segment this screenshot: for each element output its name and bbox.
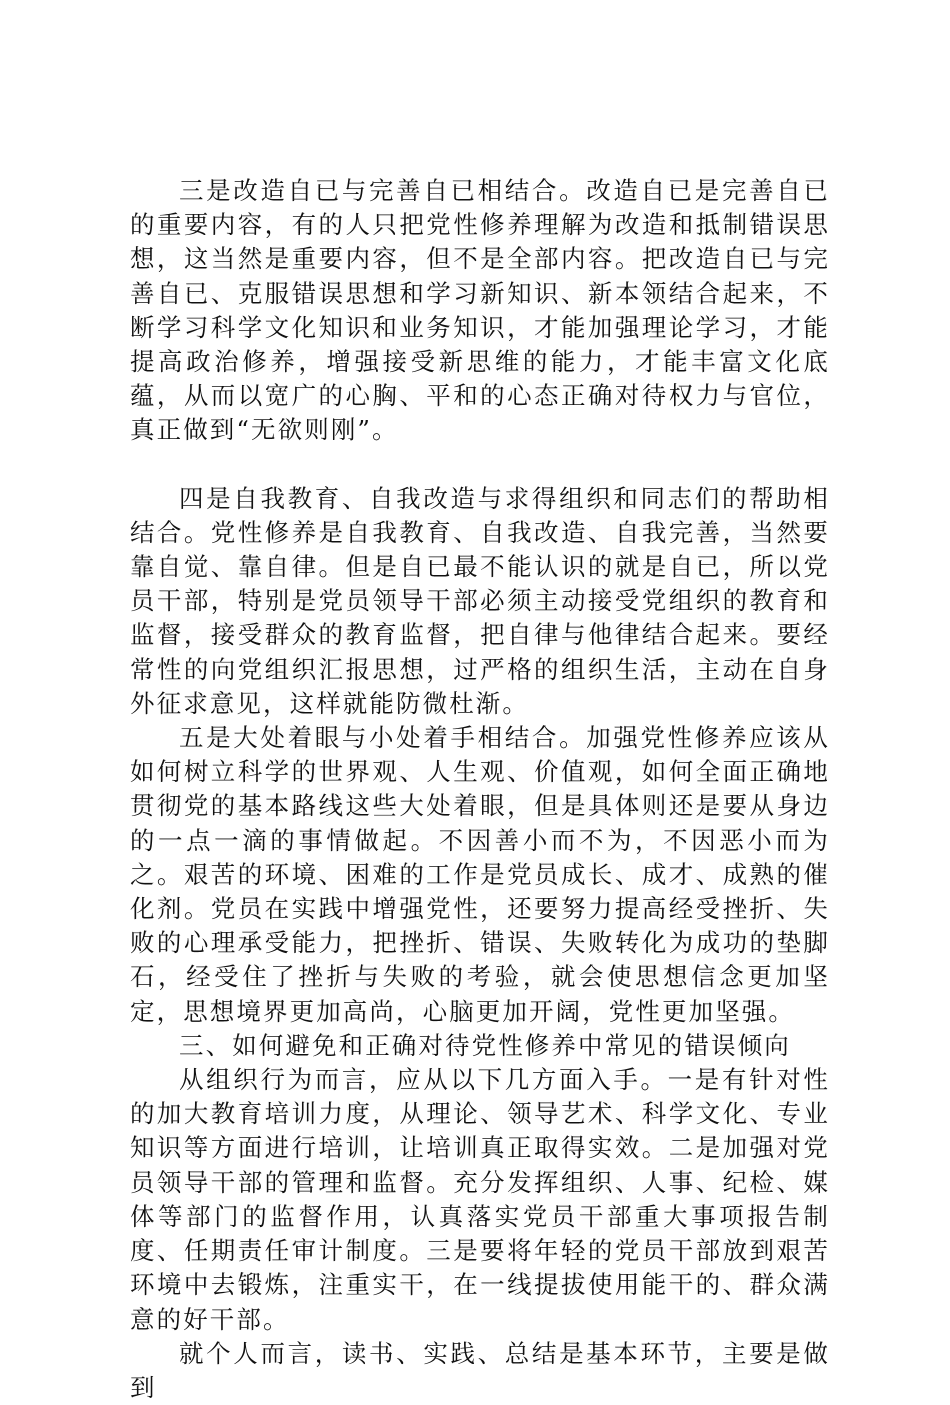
paragraph-reform-self: 三是改造自已与完善自已相结合。改造自已是完善自已的重要内容，有的人只把党性修养理解为改造和抵制错误思想，这当然是重要内容，但不是全部内容。把改造自已与完善自已、克服错误思想和学习新知识、新本领结合起来，不断学习科学文化知识和业务知识，才能加强理论学习，才能提高政治修养，增强接受新思维的能力，才能丰富文化底蕴，从而以宽广的心胸、平和的心态正确对待权力与官位，真正做到“无欲则刚”。 bbox=[130, 176, 830, 445]
document-body bbox=[130, 174, 830, 1405]
paragraph-individual: 就个人而言，读书、实践、总结是基本环节，主要是做到 bbox=[130, 1338, 830, 1402]
paragraph-organization: 从组织行为而言，应从以下几方面入手。一是有针对性的加大教育培训力度，从理论、领导艺术、科学文化、专业知识等方面进行培训，让培训真正取得实效。二是加强对党员领导干部的管理和监督。充分发挥组织、人事、纪检、媒体等部门的监督作用，认真落实党员干部重大事项报告制度、任期责任审计制度。三是要将年轻的党员干部放到艰苦环境中去锻炼，注重实干，在一线提拔使用能干的、群众满意的好干部。 bbox=[130, 1065, 830, 1334]
section-heading: 三、如何避免和正确对待党性修养中常见的错误倾向 bbox=[179, 1030, 791, 1060]
paragraph-big-and-small: 五是大处着眼与小处着手相结合。加强党性修养应该从如何树立科学的世界观、人生观、价值观，如何全面正确地贯彻党的基本路线这些大处着眼，但是具体则还是要从身边的一点一滴的事情做起。不因善小而不为，不因恶小而为之。艰苦的环境、困难的工作是党员成长、成才、成熟的催化剂。党员在实践中增强党性，还要努力提高经受挫折、失败的心理承受能力，把挫折、错误、失败转化为成功的垫脚石，经受住了挫折与失败的考验，就会使思想信念更加坚定，思想境界更加高尚，心脑更加开阔，党性更加坚强。 bbox=[130, 723, 830, 1026]
paragraph-self-education: 四是自我教育、自我改造与求得组织和同志们的帮助相结合。党性修养是自我教育、自我改造、自我完善，当然要靠自觉、靠自律。但是自已最不能认识的就是自已，所以党员干部，特别是党员领导干部必须主动接受党组织的教育和监督，接受群众的教育监督，把自律与他律结合起来。要经常性的向党组织汇报思想，过严格的组织生活，主动在自身外征求意见，这样就能防微杜渐。 bbox=[130, 483, 830, 718]
